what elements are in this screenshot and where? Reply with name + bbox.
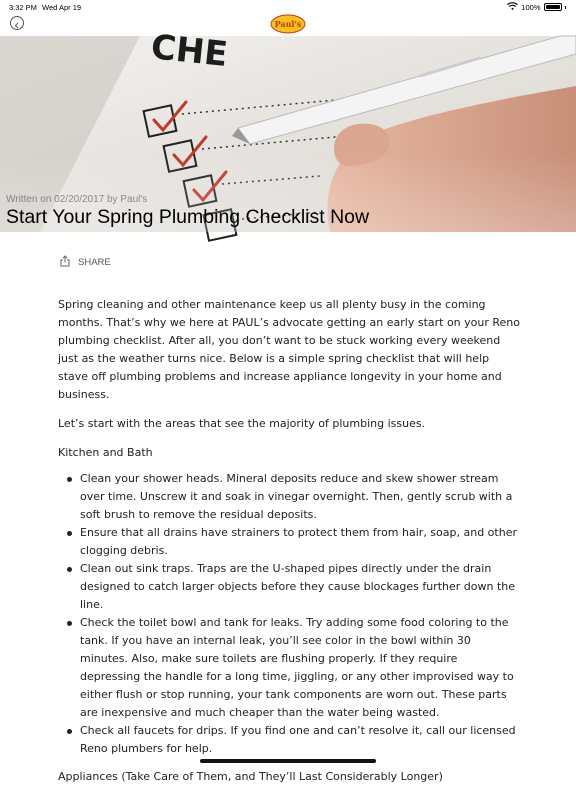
article-title: Start Your Spring Plumbing Checklist Now [6, 206, 370, 228]
status-time: 3:32 PM [9, 3, 37, 12]
section-heading-appliances: Appliances (Take Care of Them, and They’ll Last Considerably Longer) [58, 770, 443, 783]
logo-text: Paul's [274, 19, 302, 29]
section-heading-kitchen: Kitchen and Bath [58, 446, 153, 459]
share-label: SHARE [78, 257, 111, 268]
article-intro: Spring cleaning and other maintenance keep us all plenty busy in the coming months. That’s why we here at PAUL’s advocate getting an early start on your Reno plumbing checklist. After all, you don’t want to be stuck working every weekend just as the weather turns nice. Below is a simple spring checklist that will help stave off plumbing problems and increase appliance longevity in your home and business. [58, 298, 520, 401]
battery-icon [544, 3, 562, 11]
home-indicator[interactable] [200, 759, 376, 763]
share-icon [60, 255, 70, 270]
back-button[interactable] [10, 16, 24, 30]
status-date: Wed Apr 19 [42, 3, 82, 12]
article-body [58, 296, 520, 797]
chevron-left-icon [14, 14, 20, 33]
article-meta: Written on 02/20/2017 by Paul's [6, 194, 148, 205]
status-bar [0, 0, 576, 14]
status-right [507, 2, 566, 12]
pauls-logo [270, 14, 306, 34]
battery-percent: 100% [521, 2, 541, 12]
kitchen-checklist [58, 470, 520, 758]
share-button[interactable] [60, 255, 111, 270]
list-item: Clean your shower heads. Mineral deposits reduce and skew shower stream over time. Unscrew it and soak in vinegar overnight. Then, gently scrub with a soft brush to remove the residual deposits. [80, 470, 520, 524]
wifi-icon [507, 2, 518, 12]
battery-tip-icon [565, 6, 567, 9]
list-item: Ensure that all drains have strainers to protect them from hair, soap, and other clogging debris. [80, 524, 520, 560]
list-item: Clean out sink traps. Traps are the U-shaped pipes directly under the drain designed to catch larger objects before they cause blockages further down the line. [80, 560, 520, 614]
article-lead: Let’s start with the areas that see the majority of plumbing issues. [58, 417, 426, 430]
list-item: Check the toilet bowl and tank for leaks. Try adding some food coloring to the tank. If you have an internal leak, you’ll see color in the bowl within 30 minutes. Also, make sure toilets are flushing properly. If they require depressing the handle for a long time, jiggling, or any other improvised way to either flush or stop running, your tank components are worn out. These parts are inexpensive and much cheaper than the water being wasted. [80, 614, 520, 722]
hero-image [0, 36, 576, 232]
list-item: Check all faucets for drips. If you find one and can’t resolve it, call our licensed Reno plumbers for help. [80, 722, 520, 758]
nav-bar [0, 14, 576, 36]
